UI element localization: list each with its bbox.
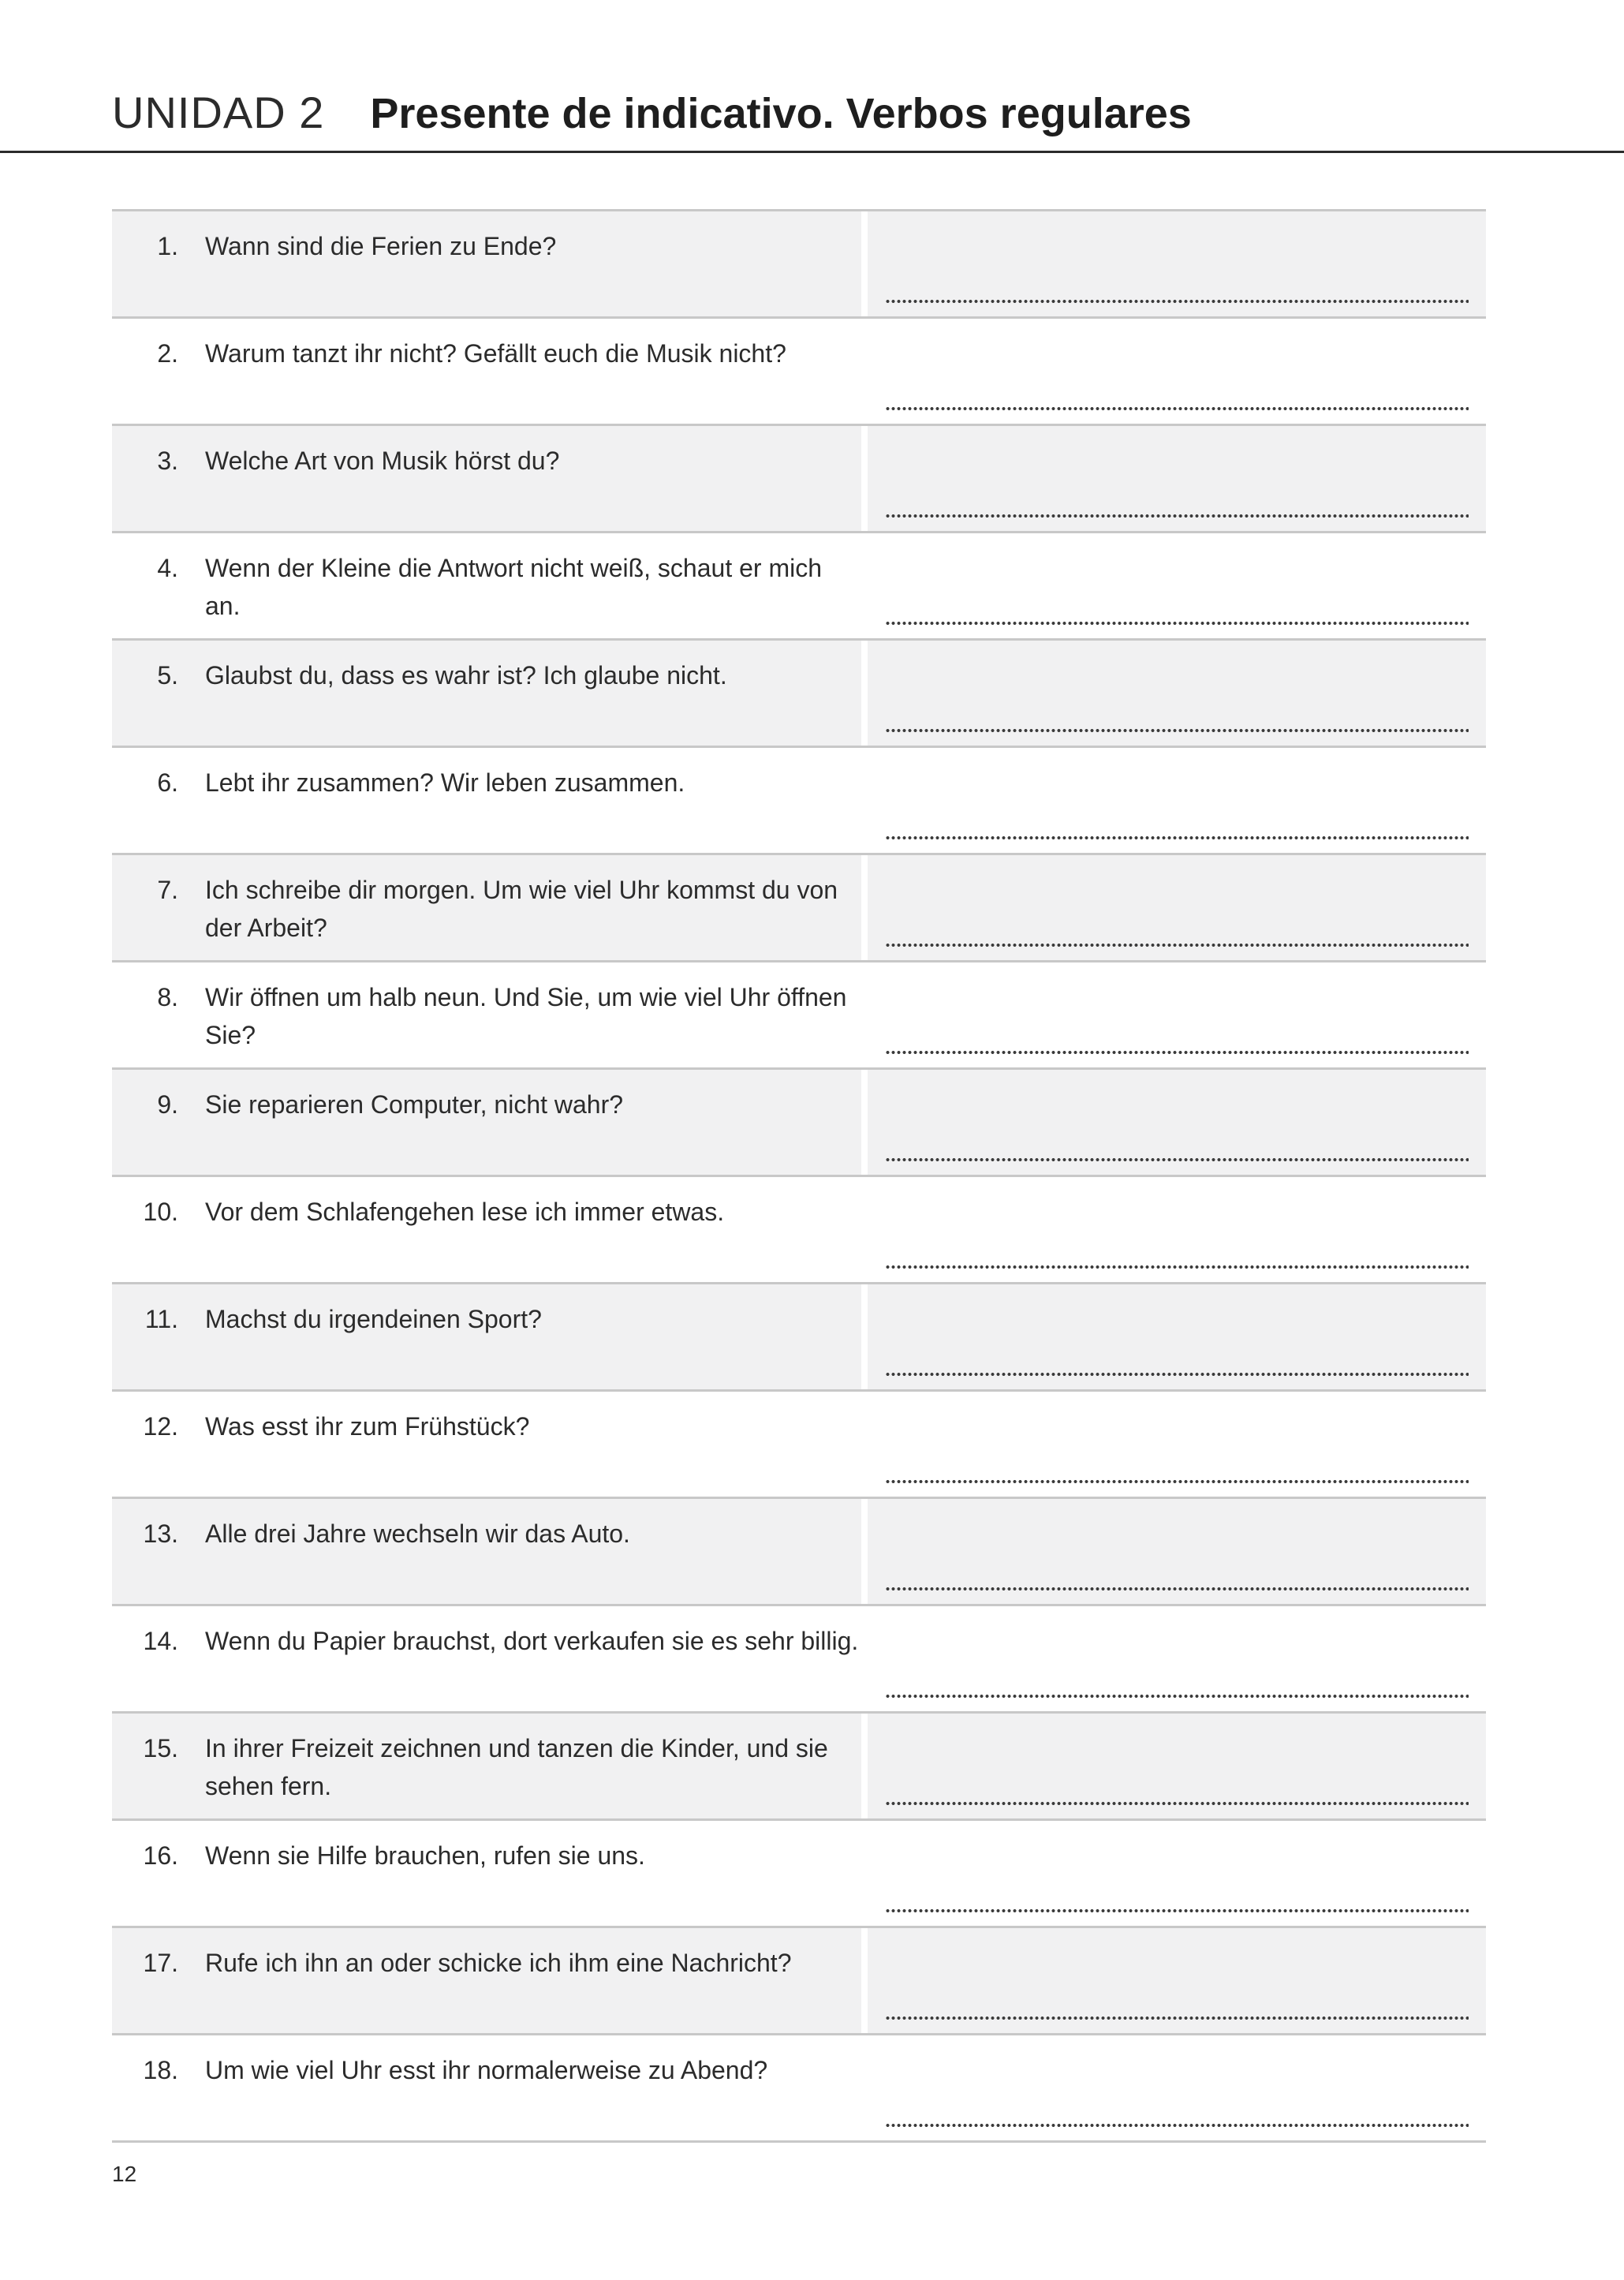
column-divider [861, 1928, 868, 2033]
answer-dotted-line[interactable] [885, 1050, 1469, 1055]
question-cell [112, 1177, 861, 1282]
question-text: Vor dem Schlafengehen lese ich immer etwas. [205, 1198, 725, 1226]
question-cell [112, 1392, 861, 1497]
question-text: Sie reparieren Computer, nicht wahr? [205, 1090, 624, 1119]
answer-dotted-line[interactable] [885, 943, 1469, 948]
answer-cell[interactable] [868, 2035, 1486, 2140]
exercise-row [112, 533, 1486, 641]
answer-dotted-line[interactable] [885, 621, 1469, 626]
question-cell [112, 641, 861, 746]
answer-dotted-line[interactable] [885, 1157, 1469, 1162]
column-divider [861, 962, 868, 1067]
question-cell [112, 1499, 861, 1604]
column-divider [861, 855, 868, 960]
answer-cell[interactable] [868, 1070, 1486, 1175]
question-number: 2. [157, 339, 178, 368]
answer-cell[interactable] [868, 533, 1486, 638]
answer-cell[interactable] [868, 855, 1486, 960]
exercise-row [112, 426, 1486, 533]
column-divider [861, 1606, 868, 1711]
question-number: 8. [157, 983, 178, 1011]
answer-cell[interactable] [868, 319, 1486, 424]
exercise-row [112, 211, 1486, 319]
exercise-row [112, 1499, 1486, 1606]
unit-label: UNIDAD 2 [112, 88, 325, 137]
column-divider [861, 319, 868, 424]
answer-cell[interactable] [868, 426, 1486, 531]
exercise-row [112, 1284, 1486, 1392]
exercise-row [112, 1392, 1486, 1499]
question-number: 7. [157, 876, 178, 904]
column-divider [861, 1070, 868, 1175]
column-divider [861, 1177, 868, 1282]
question-cell [112, 211, 861, 316]
question-text: Was esst ihr zum Frühstück? [205, 1412, 530, 1441]
answer-dotted-line[interactable] [885, 2016, 1469, 2020]
column-divider [861, 426, 868, 531]
question-text: Rufe ich ihn an oder schicke ich ihm eine Nachricht? [205, 1949, 792, 1977]
column-divider [861, 641, 868, 746]
question-text: Ich schreibe dir morgen. Um wie viel Uhr kommst du von der Arbeit? [205, 876, 838, 942]
question-cell [112, 1606, 861, 1711]
question-text: In ihrer Freizeit zeichnen und tanzen die Kinder, und sie sehen fern. [205, 1734, 828, 1800]
answer-cell[interactable] [868, 962, 1486, 1067]
answer-cell[interactable] [868, 1606, 1486, 1711]
exercise-row [112, 855, 1486, 962]
exercise-row [112, 1714, 1486, 1821]
question-cell [112, 426, 861, 531]
answer-cell[interactable] [868, 641, 1486, 746]
column-divider [861, 1284, 868, 1389]
question-cell [112, 1714, 861, 1818]
column-divider [861, 748, 868, 853]
question-text: Welche Art von Musik hörst du? [205, 447, 560, 475]
question-text: Glaubst du, dass es wahr ist? Ich glaube nicht. [205, 661, 727, 690]
question-cell [112, 1070, 861, 1175]
exercise-row [112, 2035, 1486, 2143]
answer-cell[interactable] [868, 1928, 1486, 2033]
answer-cell[interactable] [868, 1392, 1486, 1497]
answer-cell[interactable] [868, 1821, 1486, 1926]
question-number: 11. [144, 1305, 178, 1333]
question-number: 10. [143, 1198, 178, 1226]
exercise-row [112, 319, 1486, 426]
answer-dotted-line[interactable] [885, 2123, 1469, 2128]
question-cell [112, 2035, 861, 2140]
page-title: Presente de indicativo. Verbos regulares [370, 90, 1192, 137]
question-text: Wenn du Papier brauchst, dort verkaufen sie es sehr billig. [205, 1627, 859, 1655]
question-text: Wir öffnen um halb neun. Und Sie, um wie viel Uhr öffnen Sie? [205, 983, 847, 1049]
question-text: Machst du irgendeinen Sport? [205, 1305, 542, 1333]
answer-dotted-line[interactable] [885, 1265, 1469, 1269]
column-divider [861, 1499, 868, 1604]
answer-cell[interactable] [868, 1499, 1486, 1604]
question-text: Wenn der Kleine die Antwort nicht weiß, schaut er mich an. [205, 554, 822, 620]
column-divider [861, 2035, 868, 2140]
answer-cell[interactable] [868, 1714, 1486, 1818]
exercise-row [112, 1821, 1486, 1928]
column-divider [861, 1392, 868, 1497]
question-text: Wenn sie Hilfe brauchen, rufen sie uns. [205, 1841, 645, 1870]
answer-cell[interactable] [868, 748, 1486, 853]
question-text: Um wie viel Uhr esst ihr normalerweise zu Abend? [205, 2056, 768, 2084]
question-text: Lebt ihr zusammen? Wir leben zusammen. [205, 768, 685, 797]
question-number: 18. [143, 2056, 178, 2084]
answer-dotted-line[interactable] [885, 299, 1469, 304]
question-number: 1. [157, 232, 178, 260]
answer-dotted-line[interactable] [885, 835, 1469, 840]
column-divider [861, 1714, 868, 1818]
answer-dotted-line[interactable] [885, 406, 1469, 411]
question-number: 16. [143, 1841, 178, 1870]
answer-dotted-line[interactable] [885, 1908, 1469, 1913]
column-divider [861, 533, 868, 638]
answer-cell[interactable] [868, 211, 1486, 316]
exercise-row [112, 1177, 1486, 1284]
header-divider [0, 151, 1624, 153]
question-number: 13. [143, 1519, 178, 1548]
question-text: Alle drei Jahre wechseln wir das Auto. [205, 1519, 630, 1548]
question-number: 9. [157, 1090, 178, 1119]
question-number: 4. [157, 554, 178, 582]
answer-dotted-line[interactable] [885, 728, 1469, 733]
question-text: Warum tanzt ihr nicht? Gefällt euch die Musik nicht? [205, 339, 786, 368]
question-number: 17. [143, 1949, 178, 1977]
question-cell [112, 1821, 861, 1926]
question-cell [112, 1928, 861, 2033]
question-number: 14. [143, 1627, 178, 1655]
question-cell [112, 855, 861, 960]
answer-dotted-line[interactable] [885, 1479, 1469, 1484]
exercise-row [112, 1606, 1486, 1714]
question-number: 15. [143, 1734, 178, 1762]
question-cell [112, 748, 861, 853]
exercise-row [112, 962, 1486, 1070]
exercise-row [112, 1070, 1486, 1177]
page-number: 12 [112, 2162, 137, 2186]
answer-cell[interactable] [868, 1284, 1486, 1389]
answer-dotted-line[interactable] [885, 1372, 1469, 1377]
question-number: 6. [157, 768, 178, 797]
exercise-table [112, 209, 1486, 2143]
exercise-row [112, 641, 1486, 748]
answer-dotted-line[interactable] [885, 514, 1469, 518]
question-number: 12. [143, 1412, 178, 1441]
answer-dotted-line[interactable] [885, 1587, 1469, 1591]
question-number: 5. [157, 661, 178, 690]
answer-dotted-line[interactable] [885, 1694, 1469, 1699]
answer-cell[interactable] [868, 1177, 1486, 1282]
answer-dotted-line[interactable] [885, 1801, 1469, 1806]
question-text: Wann sind die Ferien zu Ende? [205, 232, 557, 260]
column-divider [861, 211, 868, 316]
question-number: 3. [157, 447, 178, 475]
question-cell [112, 1284, 861, 1389]
exercise-row [112, 748, 1486, 855]
exercise-row [112, 1928, 1486, 2035]
question-cell [112, 962, 861, 1067]
question-cell [112, 533, 861, 638]
column-divider [861, 1821, 868, 1926]
question-cell [112, 319, 861, 424]
page-header [112, 87, 1192, 150]
